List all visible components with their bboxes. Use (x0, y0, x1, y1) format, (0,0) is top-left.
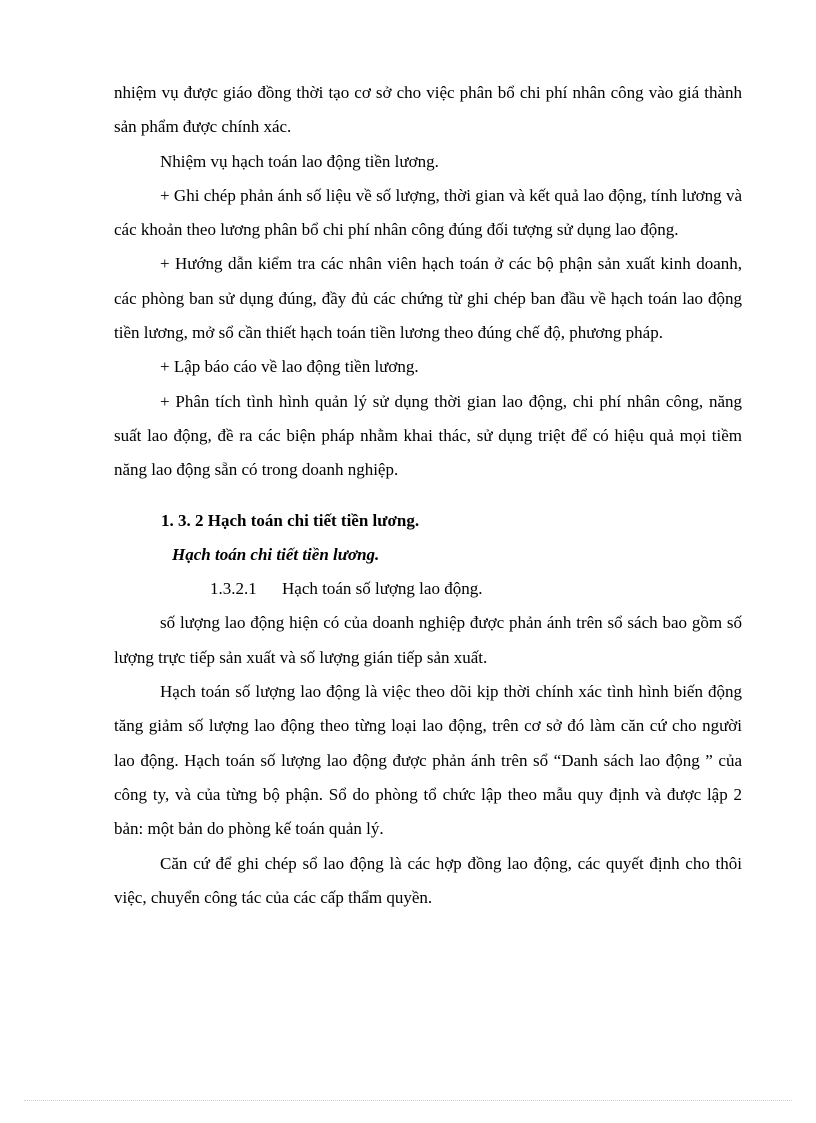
paragraph-task-record: + Ghi chép phản ánh số liệu về số lượng, thời gian và kết quả lao động, tính lương và các khoản theo lương phân bổ chi phí nhân công đúng đối tượng sử dụng lao động. (114, 185, 742, 240)
paragraph-intro: nhiệm vụ được giáo đồng thời tạo cơ sở cho việc phân bổ chi phí nhân công vào giá thành sản phẩm được chính xác. (114, 83, 742, 137)
paragraph-task-guide: + Hướng dẫn kiểm tra các nhân viên hạch toán ở các bộ phận sản xuất kinh doanh, các phòng ban sử dụng đúng, đầy đủ các chứng từ ghi chép ban đầu về hạch toán lao động tiền lương, mở sổ cần thiết hạch toán tiền lương theo đúng chế độ, phương pháp. (114, 254, 742, 343)
paragraph-labor-accounting: Hạch toán số lượng lao động là việc theo dõi kịp thời chính xác tình hình biến động tăng giảm số lượng lao động theo từng loại lao động, trên cơ sở đó làm căn cứ cho người lao động. Hạch toán số lượng lao động được phản ánh trên sổ “Danh sách lao động ” của công ty, và của từng bộ phận. Sổ do phòng tổ chức lập theo mẫu quy định và được lập 2 bản: một bản do phòng kế toán quản lý. (114, 682, 742, 839)
footer-divider (24, 1100, 792, 1101)
document-page (114, 76, 742, 915)
numbered-heading (114, 572, 742, 606)
paragraph-task-report: + Lập báo cáo về lao động tiền lương. (160, 357, 419, 377)
numbered-heading-text: Hạch toán số lượng lao động. (282, 579, 483, 599)
section-subheading: Hạch toán chi tiết tiền lương. (172, 544, 380, 564)
paragraph-task-analysis: + Phân tích tình hình quản lý sử dụng thời gian lao động, chi phí nhân công, năng suất lao động, đề ra các biện pháp nhằm khai thác, sử dụng triệt để có hiệu quả mọi tiềm năng lao động sẵn có trong doanh nghiệp. (114, 391, 742, 480)
paragraph-task-title: Nhiệm vụ hạch toán lao động tiền lương. (160, 151, 439, 171)
paragraph-labor-basis: Căn cứ để ghi chép sổ lao động là các hợp đồng lao động, các quyết định cho thôi việc, chuyển công tác của các cấp thẩm quyền. (114, 853, 742, 907)
paragraph-labor-count: số lượng lao động hiện có của doanh nghiệp được phản ánh trên sổ sách bao gồm số lượng trực tiếp sản xuất và số lượng gián tiếp sản xuất. (114, 613, 742, 667)
numbered-heading-number: 1.3.2.1 (210, 579, 257, 599)
section-heading: 1. 3. 2 Hạch toán chi tiết tiền lương. (161, 510, 420, 530)
